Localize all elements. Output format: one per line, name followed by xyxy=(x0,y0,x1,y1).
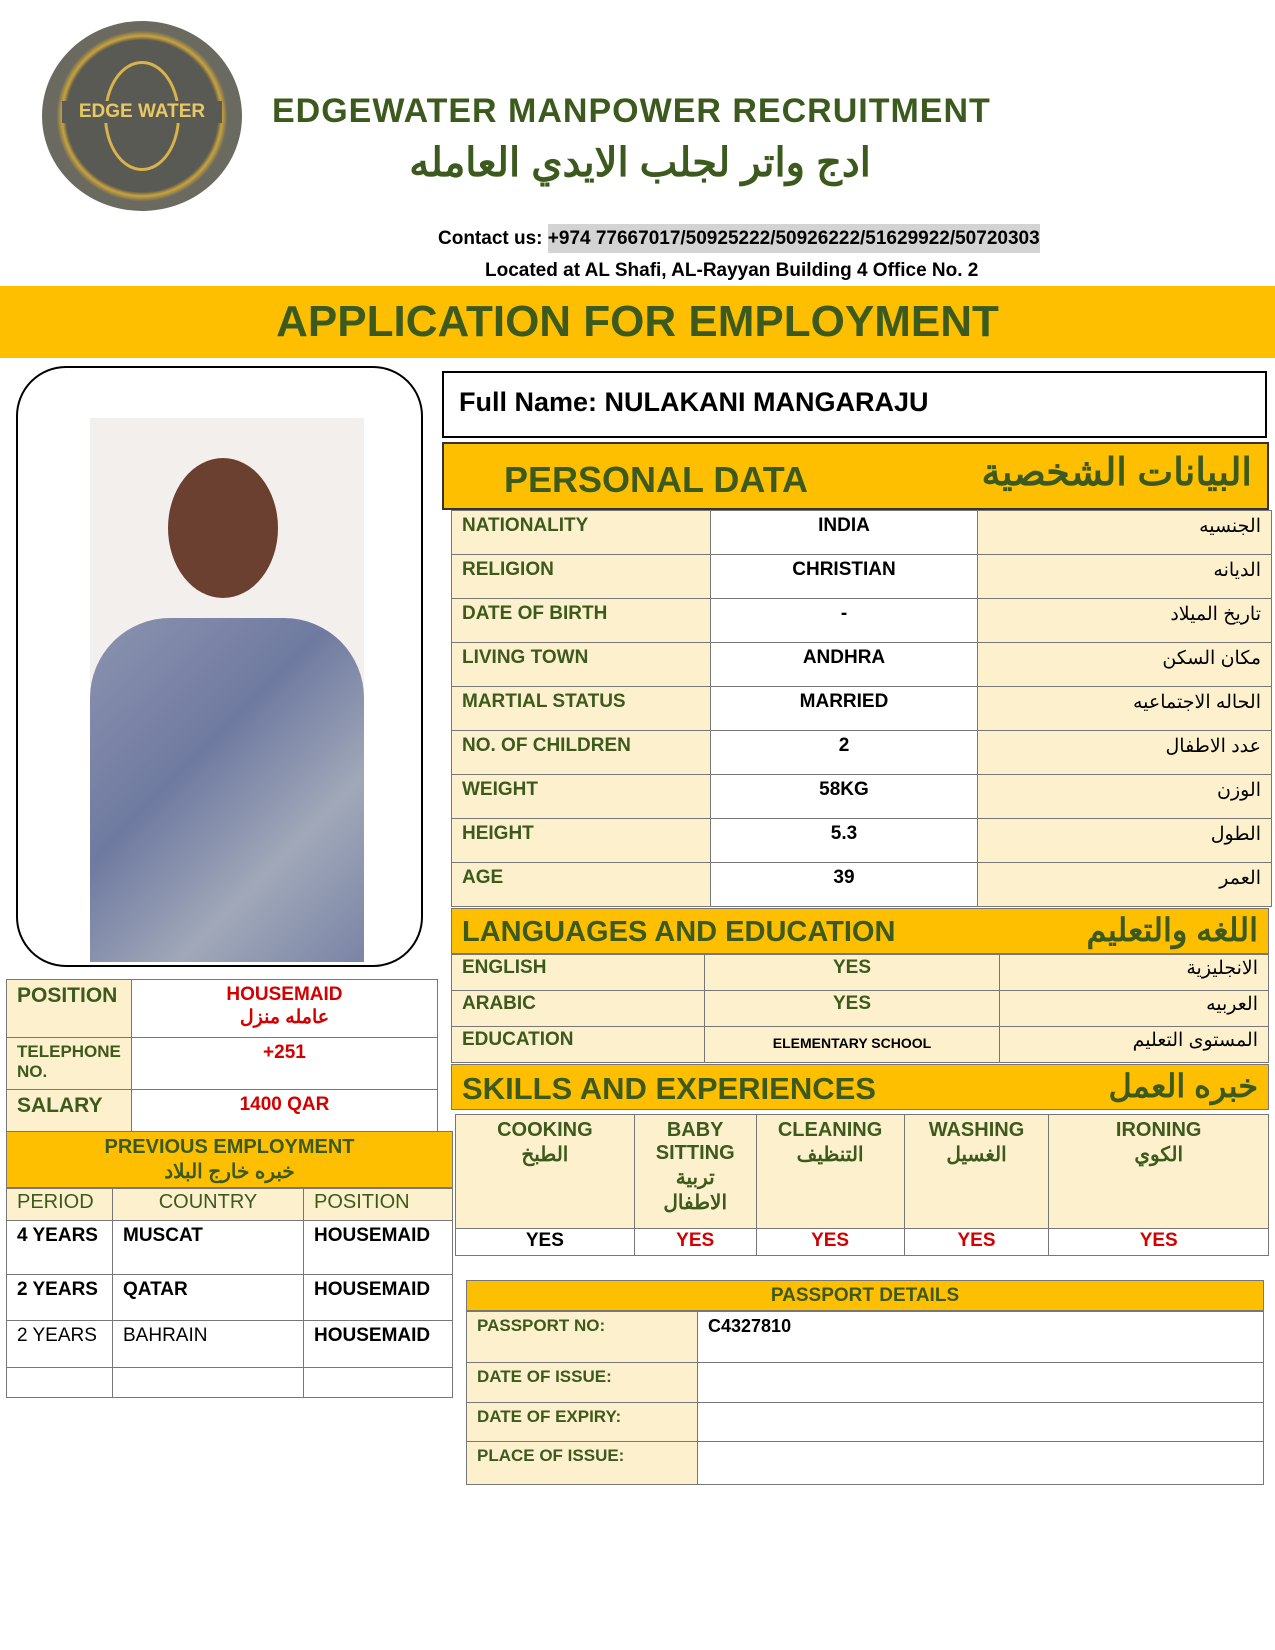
section-title: PASSPORT DETAILS xyxy=(770,1285,960,1306)
skill-name-arabic: الغسيل xyxy=(946,1144,1007,1166)
section-title: PERSONAL DATA xyxy=(504,459,809,500)
table-row xyxy=(452,775,1272,819)
field-value: YES xyxy=(705,955,1000,991)
skill-name: COOKING xyxy=(497,1119,593,1141)
field-value: CHRISTIAN xyxy=(711,555,978,599)
languages-table xyxy=(451,954,1269,1063)
table-row xyxy=(467,1403,1264,1442)
field-label-arabic: الطول xyxy=(978,819,1272,863)
column-header: POSITION xyxy=(304,1189,453,1221)
table-row xyxy=(467,1442,1264,1485)
skill-label xyxy=(904,1115,1049,1229)
table-row xyxy=(7,1321,453,1368)
field-label: LIVING TOWN xyxy=(452,643,711,687)
table-row xyxy=(452,731,1272,775)
skill-value: YES xyxy=(1049,1229,1269,1256)
field-label-arabic: المستوى التعليم xyxy=(1000,1027,1269,1063)
field-label-arabic: مكان السكن xyxy=(978,643,1272,687)
table-cell: 2 YEARS xyxy=(7,1321,113,1368)
position: HOUSEMAID xyxy=(226,984,343,1005)
field-value: 58KG xyxy=(711,775,978,819)
skills-table xyxy=(455,1114,1269,1256)
previous-employment-table xyxy=(6,1188,453,1398)
field-value: 2 xyxy=(711,731,978,775)
table-row xyxy=(452,511,1272,555)
field-label-arabic: الوزن xyxy=(978,775,1272,819)
previous-employment-header xyxy=(6,1131,453,1188)
empty-cell xyxy=(7,1368,113,1398)
table-row xyxy=(7,1221,453,1275)
field-value: INDIA xyxy=(711,511,978,555)
job-info-table xyxy=(6,979,438,1132)
candidate-photo xyxy=(90,418,364,962)
contact-numbers: +974 77667017/50925222/50926222/51629922/50720303 xyxy=(548,224,1040,253)
table-cell: QATAR xyxy=(113,1275,304,1321)
skill-name: IRONING xyxy=(1115,1119,1202,1141)
skill-name: BABY SITTING xyxy=(655,1119,735,1164)
section-title: LANGUAGES AND EDUCATION xyxy=(462,916,896,948)
table-row xyxy=(452,643,1272,687)
table-row xyxy=(452,687,1272,731)
field-label: DATE OF EXPIRY: xyxy=(467,1403,698,1442)
skill-label xyxy=(456,1115,635,1229)
personal-data-header xyxy=(442,442,1269,510)
page-title: APPLICATION FOR EMPLOYMENT xyxy=(276,297,999,346)
field-label-arabic: تاريخ الميلاد xyxy=(978,599,1272,643)
table-row xyxy=(7,1189,453,1221)
skill-label xyxy=(756,1115,904,1229)
address: Located at AL Shafi, AL-Rayyan Building 4 Office No. 2 xyxy=(485,260,979,281)
skill-name-arabic: الطبخ xyxy=(521,1144,569,1166)
field-label: PLACE OF ISSUE: xyxy=(467,1442,698,1485)
telephone-label: TELEPHONE NO. xyxy=(7,1038,132,1090)
empty-cell xyxy=(113,1368,304,1398)
title-banner xyxy=(0,286,1275,358)
field-label-arabic: العربيه xyxy=(1000,991,1269,1027)
skill-value: YES xyxy=(634,1229,756,1256)
field-label: ENGLISH xyxy=(452,955,705,991)
field-label: NATIONALITY xyxy=(452,511,711,555)
full-name: Full Name: NULAKANI MANGARAJU xyxy=(459,387,929,417)
table-row xyxy=(452,955,1269,991)
table-row xyxy=(452,863,1272,907)
skill-value: YES xyxy=(904,1229,1049,1256)
field-label-arabic: الانجليزية xyxy=(1000,955,1269,991)
field-label: HEIGHT xyxy=(452,819,711,863)
field-label-arabic: عدد الاطفال xyxy=(978,731,1272,775)
field-label: PASSPORT NO: xyxy=(467,1312,698,1363)
table-row xyxy=(467,1363,1264,1403)
field-label-arabic: الديانه xyxy=(978,555,1272,599)
field-value: YES xyxy=(705,991,1000,1027)
passport-table xyxy=(466,1311,1264,1485)
table-cell: 2 YEARS xyxy=(7,1275,113,1321)
field-label: WEIGHT xyxy=(452,775,711,819)
skills-header xyxy=(451,1064,1269,1110)
position-arabic: عامله منزل xyxy=(239,1007,330,1028)
table-row xyxy=(7,1368,453,1398)
field-label: DATE OF BIRTH xyxy=(452,599,711,643)
position-value xyxy=(131,980,437,1038)
company-logo xyxy=(42,21,242,211)
field-value: C4327810 xyxy=(698,1312,1264,1363)
telephone-value: +251 xyxy=(131,1038,437,1090)
field-value: ANDHRA xyxy=(711,643,978,687)
table-row xyxy=(452,599,1272,643)
position-label: POSITION xyxy=(7,980,132,1038)
table-cell: HOUSEMAID xyxy=(304,1321,453,1368)
field-label: NO. OF CHILDREN xyxy=(452,731,711,775)
personal-data-table xyxy=(451,510,1272,907)
salary-label: SALARY xyxy=(7,1090,132,1132)
field-value: ELEMENTARY SCHOOL xyxy=(705,1027,1000,1063)
column-header: PERIOD xyxy=(7,1189,113,1221)
skill-name-arabic: التنظيف xyxy=(796,1144,864,1166)
logo-text: EDGE WATER xyxy=(62,101,222,123)
field-value xyxy=(698,1442,1264,1485)
section-title-arabic: خبره العمل xyxy=(1108,1068,1258,1104)
contact-line xyxy=(438,228,1040,250)
skill-name-arabic: تربية الاطفال xyxy=(663,1167,727,1214)
table-cell: BAHRAIN xyxy=(113,1321,304,1368)
skill-name: CLEANING xyxy=(777,1119,883,1141)
table-row xyxy=(452,1027,1269,1063)
empty-cell xyxy=(304,1368,453,1398)
table-cell: 4 YEARS xyxy=(7,1221,113,1275)
field-label: DATE OF ISSUE: xyxy=(467,1363,698,1403)
field-value: MARRIED xyxy=(711,687,978,731)
skill-name-arabic: الكوي xyxy=(1134,1144,1184,1166)
skill-value: YES xyxy=(756,1229,904,1256)
field-label-arabic: الحاله الاجتماعيه xyxy=(978,687,1272,731)
table-cell: HOUSEMAID xyxy=(304,1221,453,1275)
section-title-arabic: خبره خارج البلاد xyxy=(164,1161,295,1183)
table-cell: MUSCAT xyxy=(113,1221,304,1275)
table-row xyxy=(467,1312,1264,1363)
field-label-arabic: الجنسيه xyxy=(978,511,1272,555)
section-title-arabic: اللغه والتعليم xyxy=(1086,912,1258,948)
contact-label: Contact us: xyxy=(438,228,543,249)
field-value xyxy=(698,1363,1264,1403)
section-title: PREVIOUS EMPLOYMENT xyxy=(104,1136,355,1158)
table-row xyxy=(7,1275,453,1321)
field-label: EDUCATION xyxy=(452,1027,705,1063)
field-label: MARTIAL STATUS xyxy=(452,687,711,731)
languages-header xyxy=(451,908,1269,954)
field-label: AGE xyxy=(452,863,711,907)
table-row xyxy=(452,991,1269,1027)
section-title: SKILLS AND EXPERIENCES xyxy=(462,1071,876,1106)
table-row xyxy=(456,1115,1269,1229)
skill-label xyxy=(1049,1115,1269,1229)
field-label-arabic: العمر xyxy=(978,863,1272,907)
section-title-arabic: البيانات الشخصية xyxy=(981,452,1252,494)
skill-value: YES xyxy=(456,1229,635,1256)
skill-name: WASHING xyxy=(928,1119,1025,1141)
field-label: RELIGION xyxy=(452,555,711,599)
skill-label xyxy=(634,1115,756,1229)
field-value: 39 xyxy=(711,863,978,907)
photo-frame xyxy=(16,366,423,967)
table-row xyxy=(452,819,1272,863)
company-name: EDGEWATER MANPOWER RECRUITMENT xyxy=(272,92,991,130)
field-value: - xyxy=(711,599,978,643)
field-value: 5.3 xyxy=(711,819,978,863)
table-row xyxy=(452,555,1272,599)
column-header: COUNTRY xyxy=(113,1189,304,1221)
field-value xyxy=(698,1403,1264,1442)
full-name-box xyxy=(442,371,1267,438)
passport-header xyxy=(466,1280,1264,1311)
table-row xyxy=(456,1229,1269,1256)
field-label: ARABIC xyxy=(452,991,705,1027)
salary-value: 1400 QAR xyxy=(131,1090,437,1132)
table-cell: HOUSEMAID xyxy=(304,1275,453,1321)
company-name-arabic: ادج واتر لجلب الايدي العامله xyxy=(409,141,871,185)
